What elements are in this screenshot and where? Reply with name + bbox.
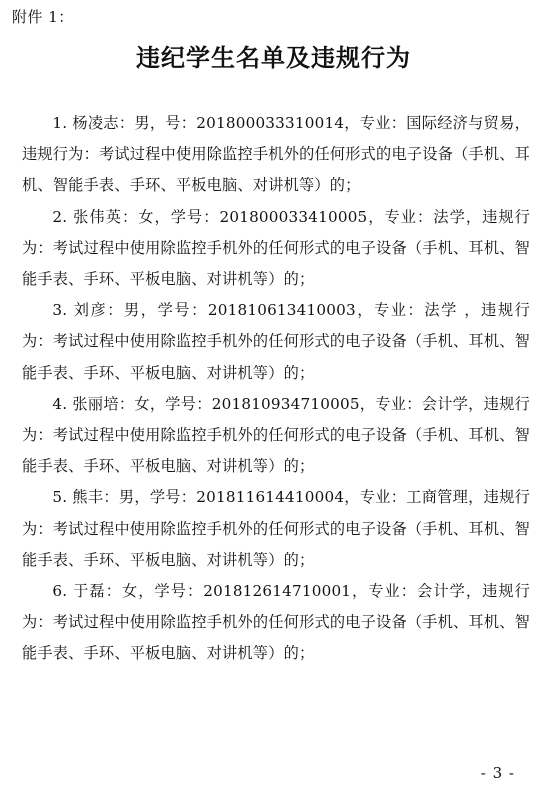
list-item: 1. 杨凌志：男，号：201800033310014，专业：国际经济与贸易，违规行为：考试过程中使用除监控手机外的任何形式的电子设备（手机、耳机、智能手表、手环、平板电脑、对讲机等）的； xyxy=(22,114,530,195)
list-item: 6. 于磊：女，学号：201812614710001，专业：会计学，违规行为：考试过程中使用除监控手机外的任何形式的电子设备（手机、耳机、智能手表、手环、平板电脑、对讲机等）的； xyxy=(22,582,530,663)
list-item: 3. 刘彦：男，学号：201810613410003，专业：法学 ，违规行为：考试过程中使用除监控手机外的任何形式的电子设备（手机、耳机、智能手表、手环、平板电脑、对讲机等）的； xyxy=(22,301,530,382)
attachment-label: 附件 1： xyxy=(12,8,74,26)
list-item: 4. 张丽培：女，学号：201810934710005，专业：会计学，违规行为：考试过程中使用除监控手机外的任何形式的电子设备（手机、耳机、智能手表、手环、平板电脑、对讲机等）的； xyxy=(22,394,530,476)
list-item: 2. 张伟英：女，学号：201800033410005，专业：法学，违规行为：考试过程中使用除监控手机外的任何形式的电子设备（手机、耳机、智能手表、手环、平板电脑、对讲机等）的； xyxy=(22,207,530,289)
list-item: 5. 熊丰：男，学号：201811614410004，专业：工商管理，违规行为：考试过程中使用除监控手机外的任何形式的电子设备（手机、耳机、智能手表、手环、平板电脑、对讲机等）的； xyxy=(22,488,530,569)
document-title: 违纪学生名单及违规行为 xyxy=(136,44,411,72)
page-number: - 3 - xyxy=(480,764,515,782)
violation-list xyxy=(22,108,530,670)
